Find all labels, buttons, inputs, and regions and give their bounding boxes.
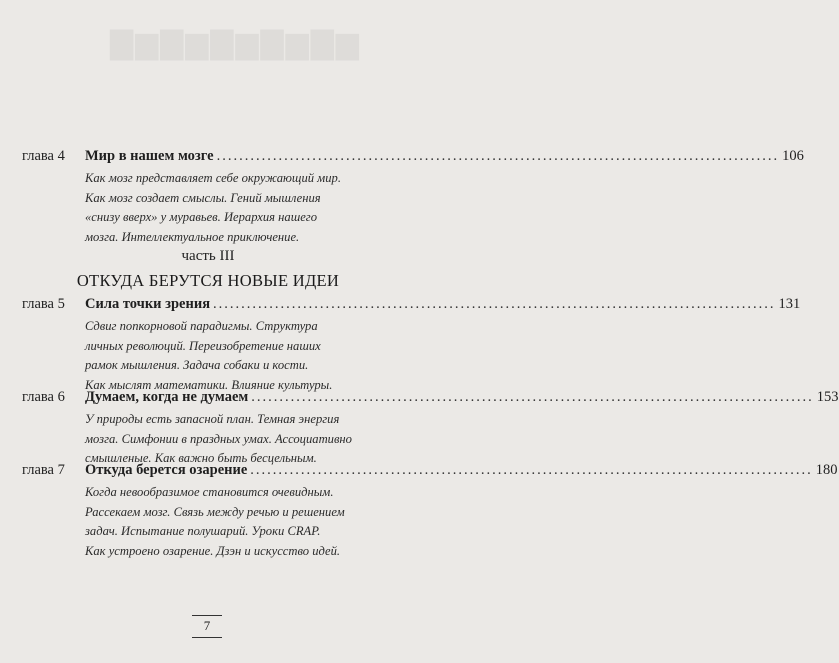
page-number: 7	[192, 615, 222, 638]
description-line: мозга. Симфонии в праздных умах. Ассоциативно	[85, 431, 352, 446]
chapter-page-number: 180	[815, 462, 838, 478]
description-line: Как мозг представляет себе окружающий мир.	[85, 171, 341, 185]
description-line: личных революций. Переизобретение наших	[85, 338, 321, 353]
description-line: смышленые. Как важно быть бесцельным.	[85, 451, 317, 465]
chapter-label: глава 7	[22, 462, 65, 478]
part-title: ОТКУДА БЕРУТСЯ НОВЫЕ ИДЕИ	[76, 271, 340, 290]
show-through-text: ▇▆▇▆▇▆▇▆▇▆	[110, 27, 361, 60]
dot-leader	[213, 296, 776, 313]
chapter-description	[85, 169, 395, 247]
chapter-title-row	[85, 296, 801, 313]
chapter-title: Откуда берется озарение	[85, 462, 248, 478]
chapter-description	[85, 410, 395, 469]
chapter-description	[85, 317, 395, 395]
chapter-label: глава 4	[22, 148, 65, 164]
description-line: У природы есть запасной план. Темная энергия	[85, 412, 340, 426]
description-line: рамок мышления. Задача собаки и кости.	[85, 358, 309, 372]
description-line: Как мозг создает смыслы. Гений мышления	[85, 190, 321, 205]
chapter-description	[85, 483, 395, 561]
description-line: Рассекаем мозг. Связь между речью и решением	[85, 504, 345, 519]
description-line: Как мыслят математики. Влияние культуры.	[85, 377, 333, 392]
description-line: Как устроено озарение. Дзэн и искусство идей.	[85, 543, 341, 558]
chapter-page-number: 106	[782, 148, 804, 164]
dot-leader	[217, 148, 780, 165]
description-line: Когда невообразимое становится очевидным.	[85, 485, 334, 499]
chapter-title-row	[85, 148, 804, 165]
chapter-page-number: 131	[778, 296, 801, 312]
chapter-title: Мир в нашем мозге	[85, 148, 214, 164]
description-line: Сдвиг попкорновой парадигмы. Структура	[85, 319, 318, 333]
chapter-page-number: 153	[816, 389, 839, 405]
chapter-title: Думаем, когда не думаем	[85, 389, 249, 405]
chapter-title-row	[85, 389, 839, 406]
chapter-label: глава 5	[22, 296, 65, 312]
dot-leader	[251, 389, 814, 406]
chapter-label: глава 6	[22, 389, 65, 405]
description-line: задач. Испытание полушарий. Уроки CRAP.	[85, 524, 321, 538]
description-line: мозга. Интеллектуальное приключение.	[85, 229, 300, 244]
description-line: «снизу вверх» у муравьев. Иерархия нашего	[85, 210, 318, 224]
part-label: часть III	[181, 248, 235, 264]
chapter-title: Сила точки зрения	[85, 296, 211, 312]
chapter-title-row	[85, 462, 838, 479]
dot-leader	[250, 462, 813, 479]
